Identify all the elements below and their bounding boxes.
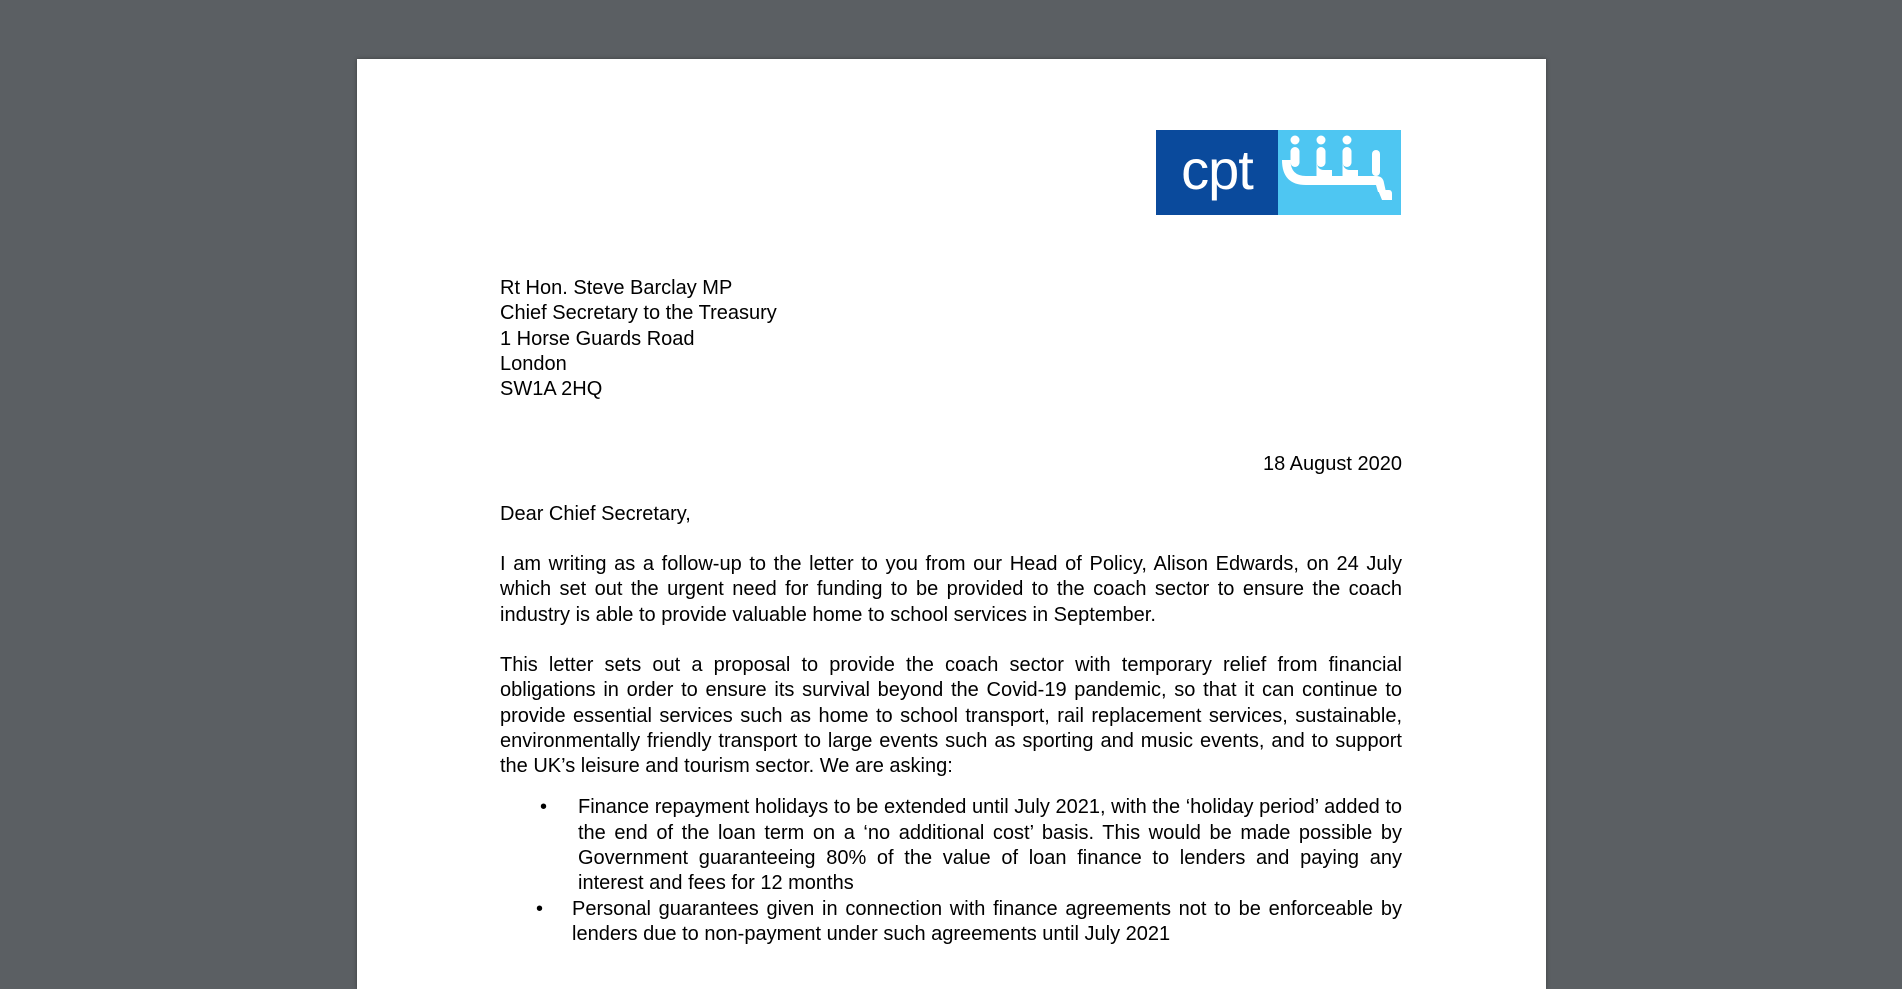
cpt-logo	[1156, 130, 1401, 215]
paragraph: I am writing as a follow-up to the letter to you from our Head of Policy, Alison Edwards, on 24 July which set out the urgent need for funding to be provided to the coach sector to ensure the coach industry is able to provide valuable home to school services in September.	[500, 553, 1402, 626]
recipient-address	[500, 276, 1402, 402]
list-item-text: Finance repayment holidays to be extended until July 2021, with the ‘holiday period’ added to the end of the loan term on a ‘no additional cost’ basis. This would be made possible by Government guaranteeing 80% of the value of loan finance to lenders and paying any interest and fees for 12 months	[578, 796, 1402, 895]
coach-seats-icon	[1278, 130, 1401, 215]
recipient-postcode: SW1A 2HQ	[500, 378, 603, 401]
letter-body	[500, 276, 1402, 947]
letter-date: 18 August 2020	[1262, 453, 1402, 476]
paragraph: This letter sets out a proposal to provide the coach sector with temporary relief from financial obligations in order to ensure its survival beyond the Covid-19 pandemic, so that it can continue to provide essential services such as home to school transport, rail replacement services, sustainable, environmentally friendly transport to large events such as sporting and music events, and to support the UK’s leisure and tourism sector. We are asking:	[500, 653, 1402, 778]
document-page	[357, 59, 1546, 989]
list-item	[500, 897, 1402, 948]
logo-wordmark	[1156, 130, 1278, 215]
bullet-icon: •	[540, 796, 548, 819]
asks-list	[500, 795, 1402, 947]
recipient-city: London	[500, 352, 567, 375]
recipient-title: Chief Secretary to the Treasury	[500, 302, 777, 325]
logo-text: cpt	[1181, 137, 1253, 201]
bullet-icon: •	[536, 897, 544, 920]
list-item	[500, 795, 1402, 896]
recipient-street: 1 Horse Guards Road	[500, 327, 695, 350]
salutation: Dear Chief Secretary,	[500, 502, 691, 525]
list-item-text: Personal guarantees given in connection with finance agreements not to be enforceable by lenders due to non-payment under such agreements until July 2021	[572, 897, 1402, 945]
recipient-name: Rt Hon. Steve Barclay MP	[500, 277, 733, 299]
